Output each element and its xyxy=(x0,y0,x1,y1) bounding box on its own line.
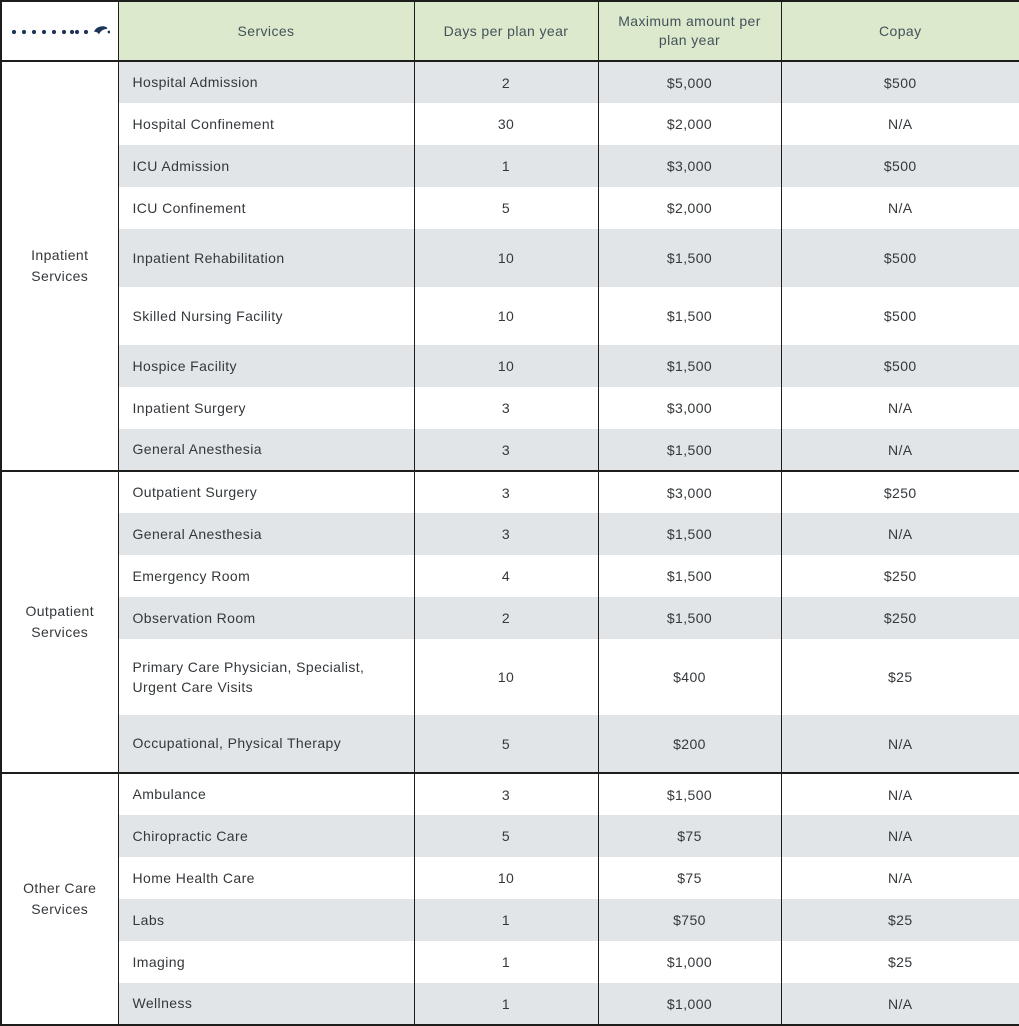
group-label-inpatient-services: Inpatient Services xyxy=(1,61,118,471)
table-row xyxy=(1,773,1019,815)
max-amount-cell: $1,500 xyxy=(598,513,781,555)
column-header-days-per-plan-year: Days per plan year xyxy=(414,1,598,61)
max-amount-cell: $1,500 xyxy=(598,555,781,597)
column-header-copay: Copay xyxy=(781,1,1019,61)
table-row xyxy=(1,61,1019,103)
copay-cell: $500 xyxy=(781,229,1019,287)
days-cell: 30 xyxy=(414,103,598,145)
copay-cell: $250 xyxy=(781,597,1019,639)
max-amount-cell: $5,000 xyxy=(598,61,781,103)
logo-cell xyxy=(1,1,118,61)
table-row xyxy=(1,229,1019,287)
days-cell: 1 xyxy=(414,145,598,187)
table-row xyxy=(1,715,1019,773)
max-amount-cell: $1,000 xyxy=(598,941,781,983)
service-cell: Labs xyxy=(118,899,414,941)
service-cell: General Anesthesia xyxy=(118,429,414,471)
days-cell: 4 xyxy=(414,555,598,597)
service-cell: Inpatient Rehabilitation xyxy=(118,229,414,287)
table-row xyxy=(1,899,1019,941)
days-cell: 1 xyxy=(414,941,598,983)
days-cell: 1 xyxy=(414,983,598,1025)
service-cell: General Anesthesia xyxy=(118,513,414,555)
service-cell: Hospital Confinement xyxy=(118,103,414,145)
max-amount-cell: $3,000 xyxy=(598,145,781,187)
copay-cell: $250 xyxy=(781,471,1019,513)
service-cell: Hospital Admission xyxy=(118,61,414,103)
max-amount-cell: $1,500 xyxy=(598,773,781,815)
table-row xyxy=(1,187,1019,229)
max-amount-cell: $1,500 xyxy=(598,597,781,639)
table-row xyxy=(1,103,1019,145)
copay-cell: N/A xyxy=(781,103,1019,145)
days-cell: 5 xyxy=(414,715,598,773)
service-cell: Home Health Care xyxy=(118,857,414,899)
table-row xyxy=(1,815,1019,857)
copay-cell: N/A xyxy=(781,715,1019,773)
service-cell: Occupational, Physical Therapy xyxy=(118,715,414,773)
copay-cell: N/A xyxy=(781,773,1019,815)
max-amount-cell: $1,500 xyxy=(598,429,781,471)
service-cell: Observation Room xyxy=(118,597,414,639)
service-cell: Skilled Nursing Facility xyxy=(118,287,414,345)
max-amount-cell: $1,000 xyxy=(598,983,781,1025)
service-cell: Emergency Room xyxy=(118,555,414,597)
table-row xyxy=(1,983,1019,1025)
copay-cell: N/A xyxy=(781,513,1019,555)
service-cell: Primary Care Physician, Specialist, Urgent Care Visits xyxy=(118,639,414,715)
table-row xyxy=(1,387,1019,429)
copay-cell: $25 xyxy=(781,899,1019,941)
max-amount-cell: $200 xyxy=(598,715,781,773)
column-header-services: Services xyxy=(118,1,414,61)
table-row xyxy=(1,597,1019,639)
table-row xyxy=(1,513,1019,555)
table-row xyxy=(1,555,1019,597)
service-cell: Hospice Facility xyxy=(118,345,414,387)
table-row xyxy=(1,941,1019,983)
days-cell: 10 xyxy=(414,345,598,387)
service-cell: ICU Admission xyxy=(118,145,414,187)
days-cell: 1 xyxy=(414,899,598,941)
copay-cell: $250 xyxy=(781,555,1019,597)
copay-cell: $25 xyxy=(781,941,1019,983)
table-row xyxy=(1,639,1019,715)
table-row xyxy=(1,145,1019,187)
max-amount-cell: $2,000 xyxy=(598,103,781,145)
days-cell: 10 xyxy=(414,857,598,899)
copay-cell: $500 xyxy=(781,345,1019,387)
table-header-row xyxy=(1,1,1019,61)
table-row xyxy=(1,429,1019,471)
copay-cell: $500 xyxy=(781,287,1019,345)
max-amount-cell: $2,000 xyxy=(598,187,781,229)
days-cell: 3 xyxy=(414,429,598,471)
table-row xyxy=(1,471,1019,513)
table-row xyxy=(1,857,1019,899)
copay-cell: $500 xyxy=(781,61,1019,103)
copay-cell: N/A xyxy=(781,187,1019,229)
service-cell: Outpatient Surgery xyxy=(118,471,414,513)
copay-cell: N/A xyxy=(781,387,1019,429)
days-cell: 5 xyxy=(414,187,598,229)
service-cell: Ambulance xyxy=(118,773,414,815)
copay-cell: $25 xyxy=(781,639,1019,715)
days-cell: 2 xyxy=(414,61,598,103)
days-cell: 10 xyxy=(414,229,598,287)
max-amount-cell: $3,000 xyxy=(598,471,781,513)
column-header-maximum-amount: Maximum amount per plan year xyxy=(598,1,781,61)
days-cell: 5 xyxy=(414,815,598,857)
max-amount-cell: $1,500 xyxy=(598,345,781,387)
days-cell: 10 xyxy=(414,287,598,345)
service-cell: ICU Confinement xyxy=(118,187,414,229)
max-amount-cell: $3,000 xyxy=(598,387,781,429)
days-cell: 3 xyxy=(414,387,598,429)
max-amount-cell: $400 xyxy=(598,639,781,715)
copay-cell: N/A xyxy=(781,983,1019,1025)
max-amount-cell: $75 xyxy=(598,857,781,899)
copay-cell: N/A xyxy=(781,857,1019,899)
copay-cell: N/A xyxy=(781,815,1019,857)
dotted-swoosh-logo-icon xyxy=(8,23,112,39)
max-amount-cell: $1,500 xyxy=(598,287,781,345)
table-row xyxy=(1,287,1019,345)
days-cell: 3 xyxy=(414,513,598,555)
service-cell: Inpatient Surgery xyxy=(118,387,414,429)
copay-cell: $500 xyxy=(781,145,1019,187)
table-row xyxy=(1,345,1019,387)
days-cell: 2 xyxy=(414,597,598,639)
service-cell: Wellness xyxy=(118,983,414,1025)
days-cell: 3 xyxy=(414,471,598,513)
service-cell: Chiropractic Care xyxy=(118,815,414,857)
group-label-outpatient-services: Outpatient Services xyxy=(1,471,118,773)
max-amount-cell: $750 xyxy=(598,899,781,941)
max-amount-cell: $75 xyxy=(598,815,781,857)
service-cell: Imaging xyxy=(118,941,414,983)
copay-cell: N/A xyxy=(781,429,1019,471)
max-amount-cell: $1,500 xyxy=(598,229,781,287)
days-cell: 3 xyxy=(414,773,598,815)
days-cell: 10 xyxy=(414,639,598,715)
group-label-other-care-services: Other Care Services xyxy=(1,773,118,1025)
